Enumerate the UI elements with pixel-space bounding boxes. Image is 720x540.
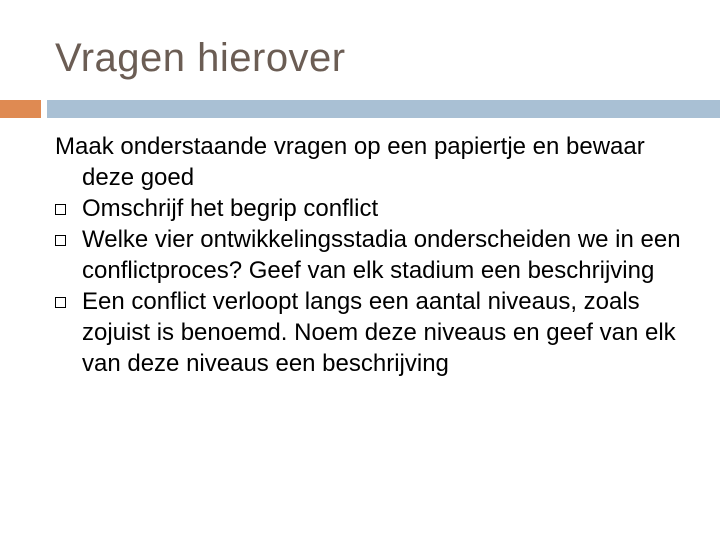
slide-content	[55, 131, 695, 379]
hollow-square-bullet-icon	[55, 235, 66, 246]
question-item	[55, 224, 695, 286]
question-text: Welke vier ontwikkelingsstadia onderscheiden we in een conflictproces? Geef van elk stadium een beschrijving	[82, 226, 681, 284]
slide-title: Vragen hierover	[55, 36, 346, 80]
question-item	[55, 193, 695, 224]
question-text: Omschrijf het begrip conflict	[82, 195, 379, 222]
question-item	[55, 286, 695, 379]
intro-text: Maak onderstaande vragen op een papiertje en bewaar deze goed	[55, 133, 645, 191]
hollow-square-bullet-icon	[55, 204, 66, 215]
title-accent-bar	[0, 100, 41, 118]
hollow-square-bullet-icon	[55, 297, 66, 308]
question-list	[55, 193, 695, 379]
title-divider-bar	[47, 100, 720, 118]
question-text: Een conflict verloopt langs een aantal niveaus, zoals zojuist is benoemd. Noem deze niveaus en geef van elk van deze niveaus een beschrijving	[82, 288, 676, 377]
